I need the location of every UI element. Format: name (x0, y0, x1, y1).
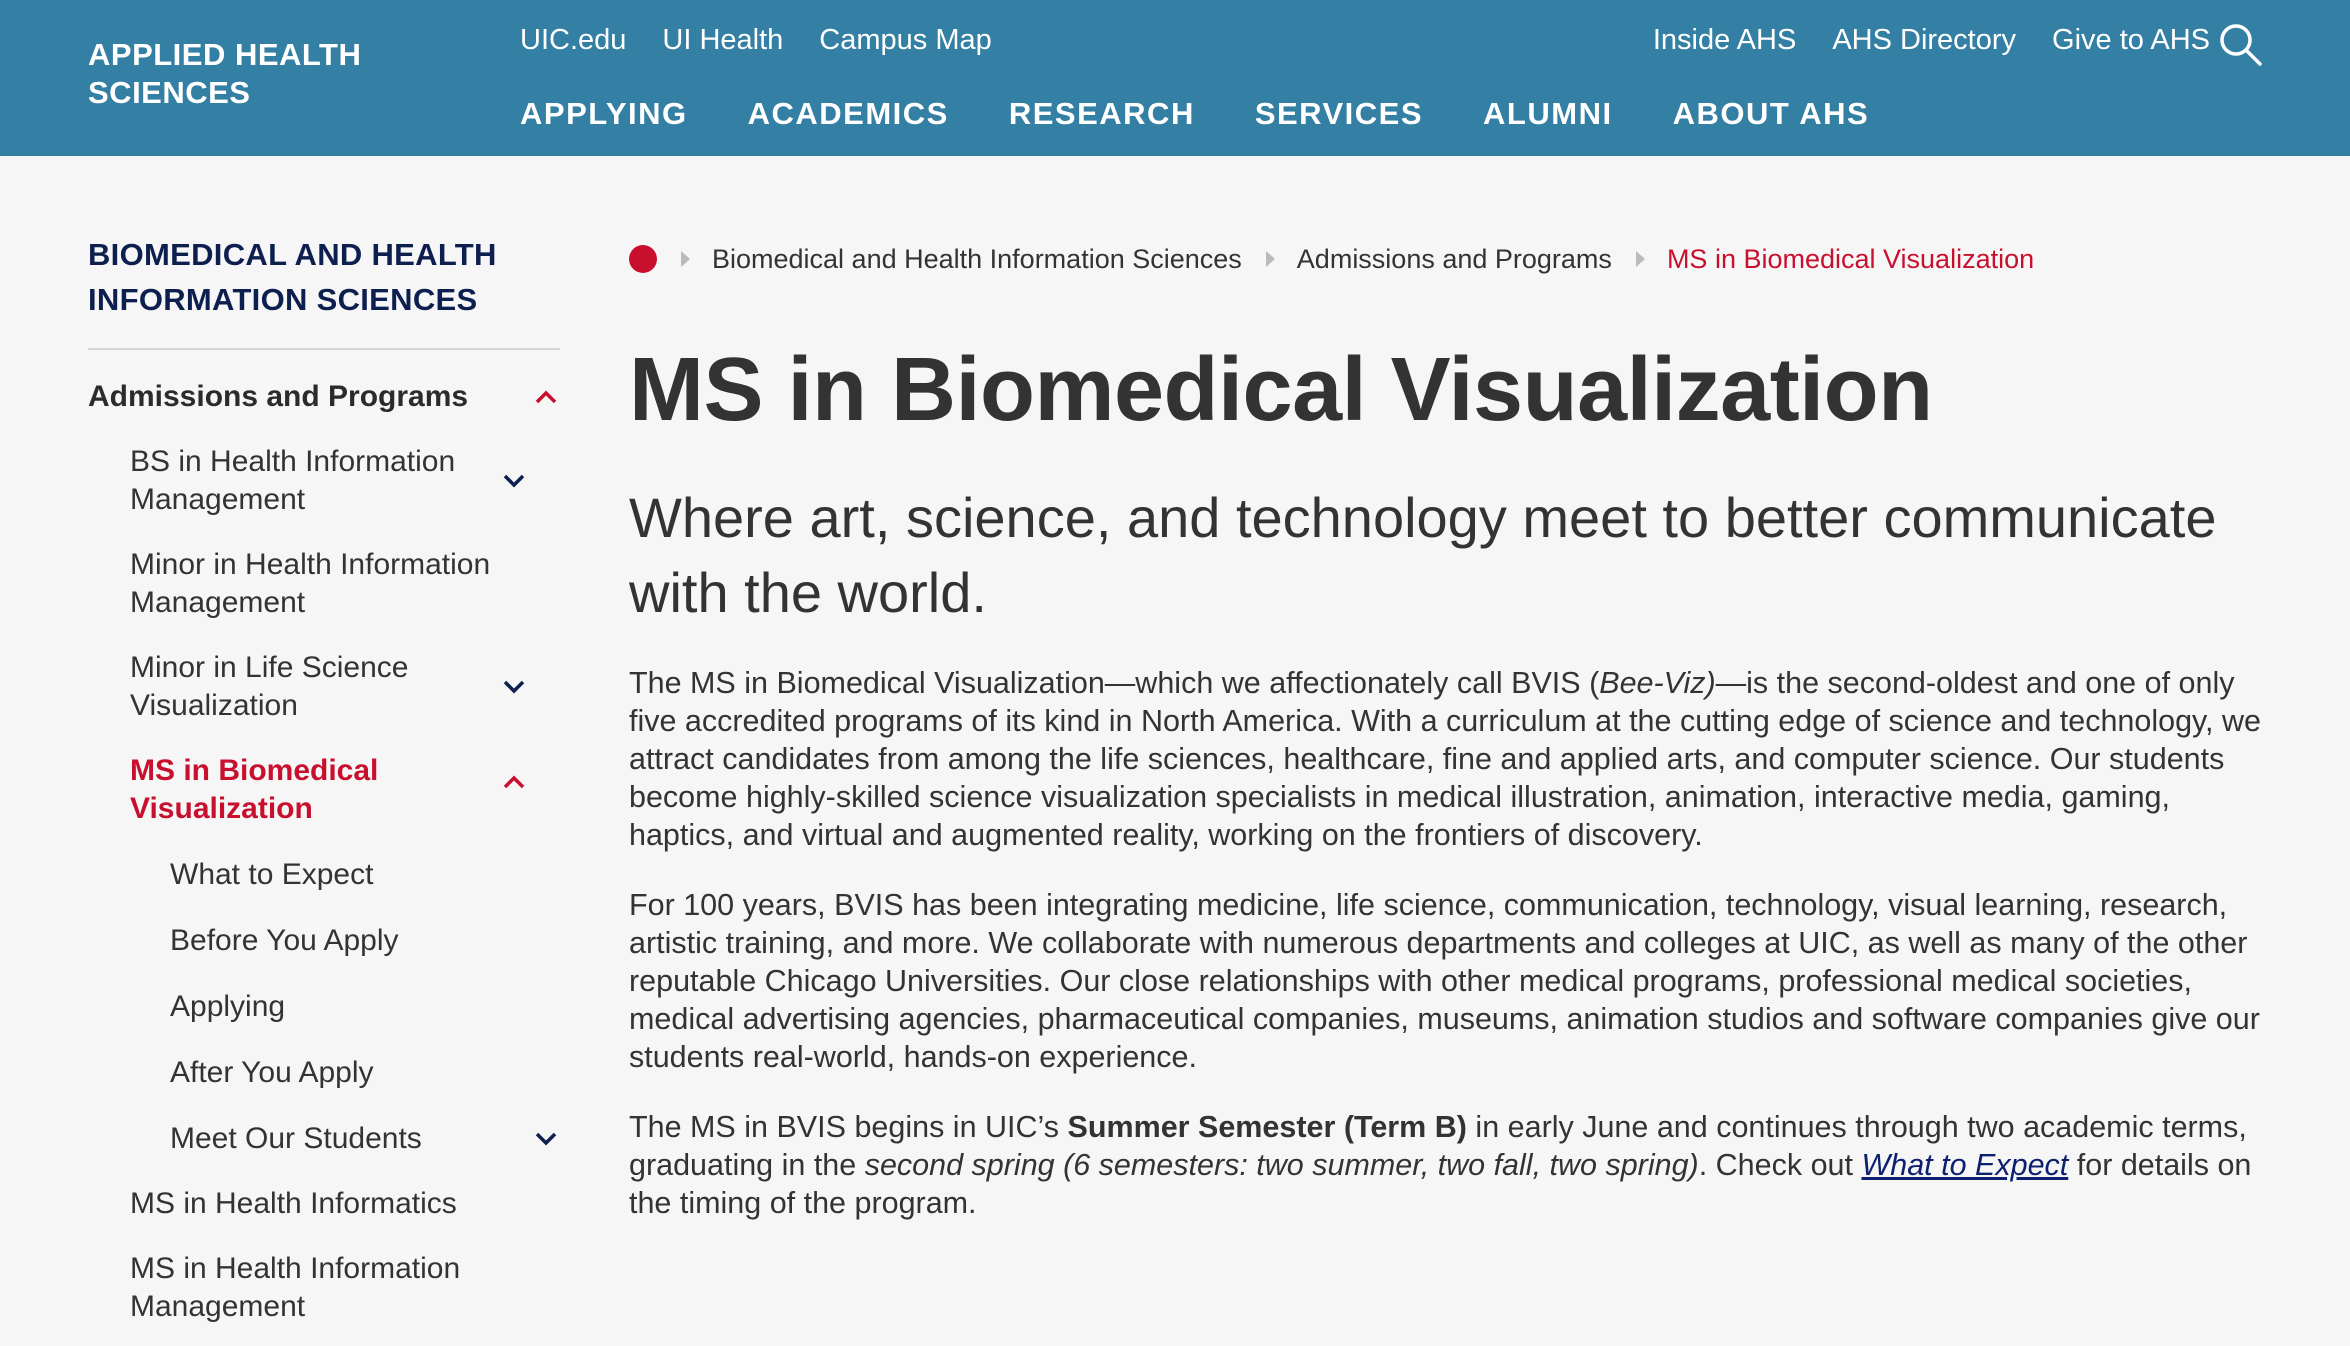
sidebar-item-ms-him[interactable] (88, 1250, 528, 1326)
nav-services[interactable]: SERVICES (1254, 96, 1424, 131)
utility-nav-right (1653, 24, 2210, 57)
nav-about-ahs[interactable]: ABOUT AHS (1672, 96, 1870, 131)
breadcrumb-separator-icon (1636, 251, 1645, 267)
chevron-up-icon (503, 775, 525, 789)
history-paragraph: For 100 years, BVIS has been integrating medicine, life science, communication, technology, visual learning, research, artistic training, and more. We collaborate with numerous departments and colleges at UIC, as well as many of the other reputable Chicago Universities. Our close relationships with other medical programs, professional medical societies, medical advertising agencies, pharmaceutical companies, museums, animation studios and software companies give our students real-world, hands-on experience. (629, 888, 2260, 1074)
link-campus-map[interactable]: Campus Map (819, 24, 992, 56)
sidebar-title-line-2: INFORMATION SCIENCES (88, 282, 478, 317)
brand-line-2: SCIENCES (88, 75, 251, 110)
utility-nav-left (520, 24, 992, 57)
page-subtitle: Where art, science, and technology meet to better communicate with the world. (629, 486, 2217, 624)
schedule-paragraph: The MS in BVIS begins in UIC’s Summer Semester (Term B) in early June and continues through two academic terms, graduating in the second spring (6 semesters: two summer, two fall, two spring). Check out What to Expect for details on the timing of the program. (629, 1110, 2252, 1220)
link-inside-ahs[interactable]: Inside AHS (1652, 24, 1797, 56)
sidebar-toggle[interactable] (500, 768, 528, 796)
breadcrumb (629, 232, 2269, 286)
breadcrumb-admissions[interactable]: Admissions and Programs (1296, 243, 1612, 274)
sidebar-item-label: Admissions and Programs (88, 380, 469, 413)
sidebar-item-applying[interactable] (88, 988, 560, 1026)
sidebar-item-bs-him[interactable] (88, 443, 528, 519)
breadcrumb-separator-icon (681, 251, 690, 267)
sidebar-item-ms-health-informatics[interactable] (88, 1185, 528, 1223)
sidebar-item-label: Minor in Life Science Visualization (130, 651, 409, 722)
sidebar-toggle[interactable] (500, 467, 528, 495)
sidebar-title[interactable] (88, 232, 560, 350)
sidebar-item-what-to-expect[interactable] (88, 856, 560, 894)
brand-line-1: APPLIED HEALTH (88, 37, 362, 72)
sidebar-item-label: Before You Apply (170, 924, 399, 957)
nav-academics[interactable]: ACADEMICS (747, 96, 949, 131)
sidebar-toggle[interactable] (532, 1125, 560, 1153)
sidebar-item-label: Meet Our Students (170, 1122, 422, 1155)
breadcrumb-bhis[interactable]: Biomedical and Health Information Sciences (712, 243, 1242, 274)
link-ahs-directory[interactable]: AHS Directory (1832, 24, 2017, 56)
sidebar-item-label: BS in Health Information Management (130, 445, 456, 516)
search-button[interactable] (2216, 20, 2264, 68)
breadcrumb-separator-icon (1266, 251, 1275, 267)
nav-applying[interactable]: APPLYING (520, 96, 688, 131)
sidebar-item-before-you-apply[interactable] (88, 922, 560, 960)
site-header (0, 0, 2350, 156)
sidebar-item-label: Applying (170, 990, 286, 1023)
sidebar-toggle[interactable] (532, 383, 560, 411)
sidebar-item-admissions-and-programs[interactable] (88, 378, 560, 416)
nav-research[interactable]: RESEARCH (1008, 96, 1195, 131)
sidebar-item-after-you-apply[interactable] (88, 1054, 560, 1092)
home-dot-icon[interactable] (629, 245, 657, 273)
site-logo[interactable] (88, 36, 361, 112)
nav-alumni[interactable]: ALUMNI (1483, 96, 1613, 131)
link-uic-edu[interactable]: UIC.edu (520, 24, 627, 56)
link-give-to-ahs[interactable]: Give to AHS (2052, 24, 2210, 56)
what-to-expect-link[interactable]: What to Expect (1861, 1148, 2069, 1182)
search-icon (2216, 20, 2264, 68)
sidebar-item-label: Minor in Health Information Management (130, 548, 491, 619)
link-ui-health[interactable]: UI Health (662, 24, 784, 56)
main-content (629, 232, 2269, 1222)
sidebar-item-label: MS in Health Information Management (130, 1252, 461, 1323)
sidebar-item-ms-bvis[interactable] (88, 752, 528, 828)
chevron-down-icon (503, 680, 525, 694)
sidebar-item-label: What to Expect (170, 858, 374, 891)
main-nav (520, 96, 1869, 132)
page-title: MS in Biomedical Visualization (629, 340, 1933, 440)
sidebar-item-label: After You Apply (170, 1056, 374, 1089)
sidebar-toggle[interactable] (500, 673, 528, 701)
sidebar-item-meet-our-students[interactable] (88, 1120, 560, 1158)
chevron-down-icon (503, 474, 525, 488)
sidebar-item-minor-him[interactable] (88, 546, 528, 622)
sidebar-title-line-1: BIOMEDICAL AND HEALTH (88, 237, 497, 272)
section-sidebar (88, 232, 560, 1326)
chevron-up-icon (535, 390, 557, 404)
sidebar-item-label: MS in Health Informatics (130, 1187, 457, 1220)
sidebar-item-minor-lsv[interactable] (88, 649, 528, 725)
chevron-down-icon (535, 1132, 557, 1146)
sidebar-item-label: MS in Biomedical Visualization (130, 754, 379, 825)
breadcrumb-current: MS in Biomedical Visualization (1666, 243, 2035, 274)
intro-paragraph: The MS in Biomedical Visualization—which we affectionately call BVIS (Bee-Viz)—is the second-oldest and one of only five accredited programs of its kind in North America. With a curriculum at the cutting edge of science and technology, we attract candidates from among the life sciences, healthcare, fine and applied arts, and computer science. Our students become highly-skilled science visualization specialists in medical illustration, animation, interactive media, gaming, haptics, and virtual and augmented reality, working on the frontiers of discovery. (629, 666, 2261, 852)
